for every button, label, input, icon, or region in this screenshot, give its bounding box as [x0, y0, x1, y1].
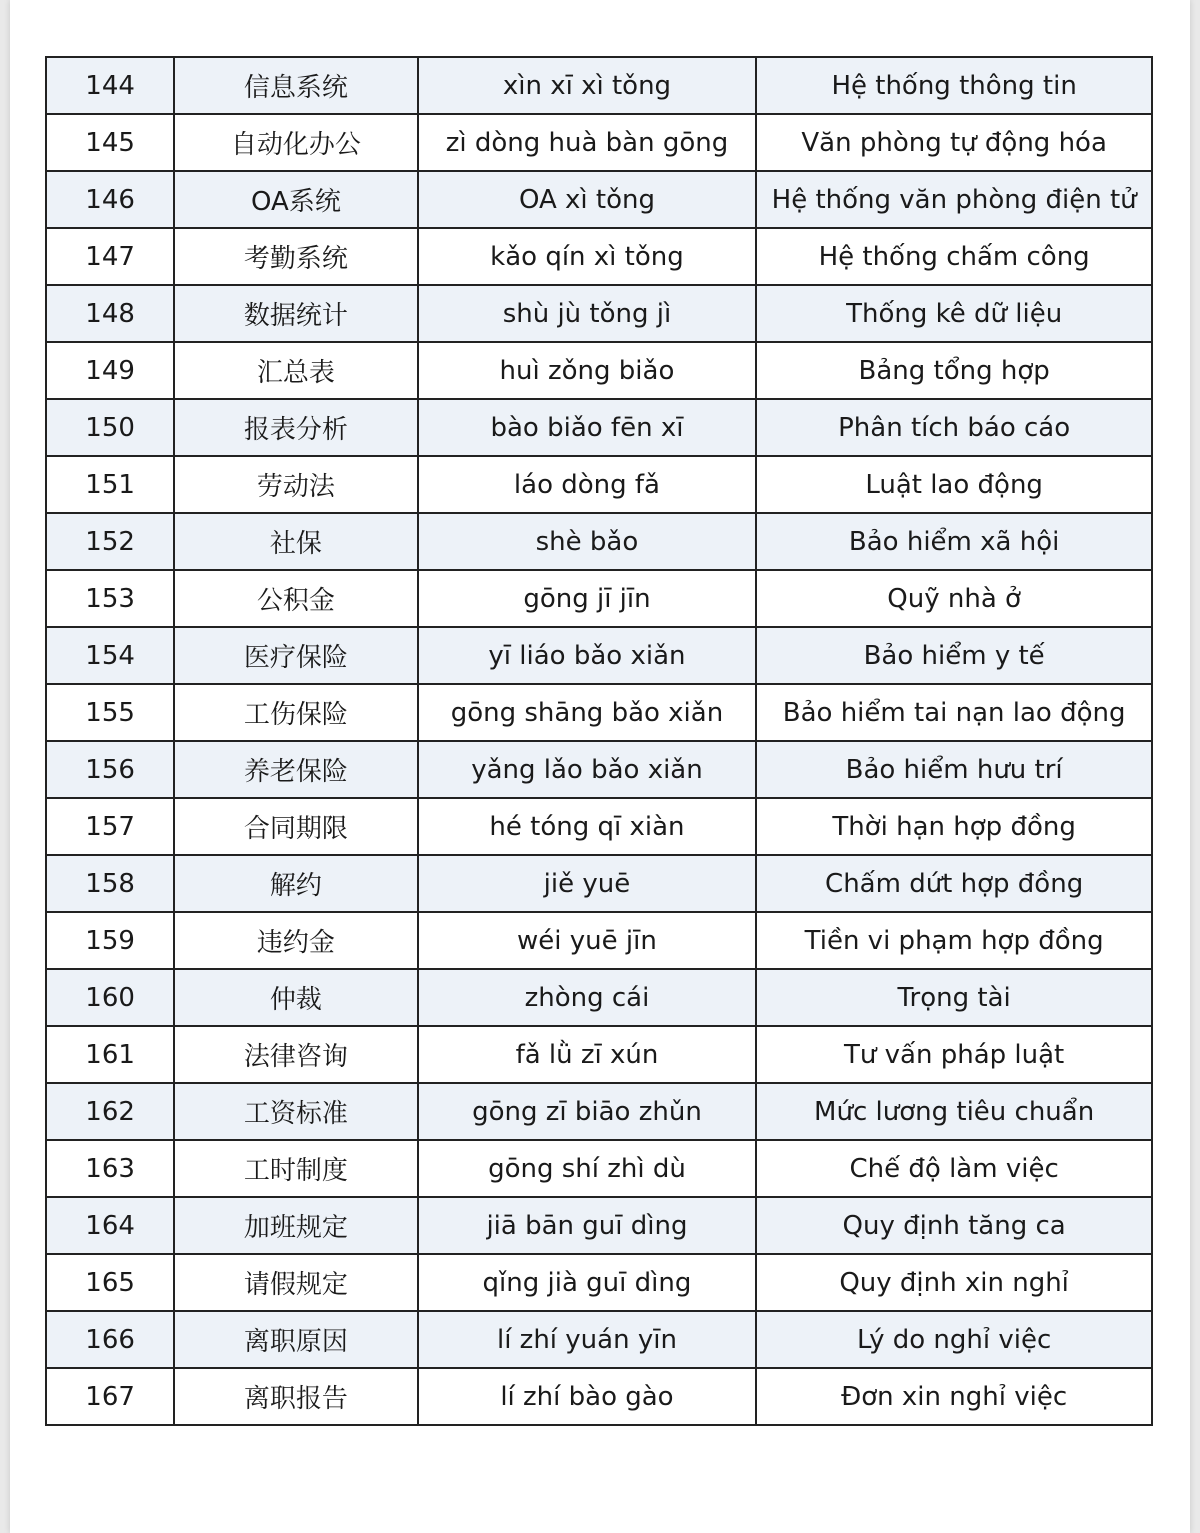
- table-row: [46, 855, 1152, 912]
- entry-number-cell: 163: [46, 1140, 174, 1197]
- entry-number-cell: 164: [46, 1197, 174, 1254]
- vietnamese-meaning-cell: Bảng tổng hợp: [756, 342, 1152, 399]
- chinese-term-cell: 解约: [174, 855, 417, 912]
- table-row: [46, 1368, 1152, 1425]
- table-row: [46, 228, 1152, 285]
- vietnamese-meaning-cell: Văn phòng tự động hóa: [756, 114, 1152, 171]
- vietnamese-meaning-cell: Bảo hiểm tai nạn lao động: [756, 684, 1152, 741]
- vietnamese-meaning-cell: Quy định xin nghỉ: [756, 1254, 1152, 1311]
- vietnamese-meaning-cell: Hệ thống chấm công: [756, 228, 1152, 285]
- vietnamese-meaning-cell: Đơn xin nghỉ việc: [756, 1368, 1152, 1425]
- pinyin-cell: zì dòng huà bàn gōng: [418, 114, 757, 171]
- pinyin-cell: zhòng cái: [418, 969, 757, 1026]
- vietnamese-meaning-cell: Phân tích báo cáo: [756, 399, 1152, 456]
- table-row: [46, 741, 1152, 798]
- chinese-term-cell: 请假规定: [174, 1254, 417, 1311]
- table-row: [46, 342, 1152, 399]
- chinese-term-cell: 医疗保险: [174, 627, 417, 684]
- pinyin-cell: lí zhí bào gào: [418, 1368, 757, 1425]
- table-row: [46, 114, 1152, 171]
- entry-number-cell: 167: [46, 1368, 174, 1425]
- pinyin-cell: huì zǒng biǎo: [418, 342, 757, 399]
- vietnamese-meaning-cell: Tư vấn pháp luật: [756, 1026, 1152, 1083]
- table-row: [46, 285, 1152, 342]
- table-row: [46, 171, 1152, 228]
- table-row: [46, 627, 1152, 684]
- vietnamese-meaning-cell: Luật lao động: [756, 456, 1152, 513]
- table-row: [46, 1197, 1152, 1254]
- table-row: [46, 969, 1152, 1026]
- document-page: [10, 0, 1190, 1533]
- entry-number-cell: 152: [46, 513, 174, 570]
- entry-number-cell: 146: [46, 171, 174, 228]
- table-row: [46, 570, 1152, 627]
- entry-number-cell: 159: [46, 912, 174, 969]
- chinese-term-cell: 公积金: [174, 570, 417, 627]
- table-row: [46, 1311, 1152, 1368]
- vietnamese-meaning-cell: Quy định tăng ca: [756, 1197, 1152, 1254]
- pinyin-cell: jiā bān guī dìng: [418, 1197, 757, 1254]
- pinyin-cell: kǎo qín xì tǒng: [418, 228, 757, 285]
- pinyin-cell: láo dòng fǎ: [418, 456, 757, 513]
- vietnamese-meaning-cell: Thời hạn hợp đồng: [756, 798, 1152, 855]
- chinese-term-cell: 数据统计: [174, 285, 417, 342]
- pinyin-cell: yī liáo bǎo xiǎn: [418, 627, 757, 684]
- table-row: [46, 399, 1152, 456]
- table-row: [46, 57, 1152, 114]
- table-row: [46, 1083, 1152, 1140]
- pinyin-cell: shè bǎo: [418, 513, 757, 570]
- pinyin-cell: gōng zī biāo zhǔn: [418, 1083, 757, 1140]
- chinese-term-cell: 合同期限: [174, 798, 417, 855]
- entry-number-cell: 151: [46, 456, 174, 513]
- entry-number-cell: 153: [46, 570, 174, 627]
- pinyin-cell: xìn xī xì tǒng: [418, 57, 757, 114]
- table-row: [46, 456, 1152, 513]
- entry-number-cell: 149: [46, 342, 174, 399]
- vocabulary-table: [45, 56, 1153, 1426]
- entry-number-cell: 154: [46, 627, 174, 684]
- chinese-term-cell: 离职报告: [174, 1368, 417, 1425]
- pinyin-cell: gōng shāng bǎo xiǎn: [418, 684, 757, 741]
- table-row: [46, 513, 1152, 570]
- chinese-term-cell: 加班规定: [174, 1197, 417, 1254]
- table-row: [46, 1140, 1152, 1197]
- vocabulary-table-body: [46, 57, 1152, 1425]
- entry-number-cell: 166: [46, 1311, 174, 1368]
- vietnamese-meaning-cell: Quỹ nhà ở: [756, 570, 1152, 627]
- pinyin-cell: gōng jī jīn: [418, 570, 757, 627]
- pinyin-cell: gōng shí zhì dù: [418, 1140, 757, 1197]
- chinese-term-cell: 考勤系统: [174, 228, 417, 285]
- table-row: [46, 912, 1152, 969]
- vietnamese-meaning-cell: Bảo hiểm y tế: [756, 627, 1152, 684]
- entry-number-cell: 161: [46, 1026, 174, 1083]
- vietnamese-meaning-cell: Thống kê dữ liệu: [756, 285, 1152, 342]
- vietnamese-meaning-cell: Bảo hiểm xã hội: [756, 513, 1152, 570]
- pinyin-cell: OA xì tǒng: [418, 171, 757, 228]
- table-row: [46, 1254, 1152, 1311]
- vietnamese-meaning-cell: Lý do nghỉ việc: [756, 1311, 1152, 1368]
- entry-number-cell: 148: [46, 285, 174, 342]
- pinyin-cell: qǐng jià guī dìng: [418, 1254, 757, 1311]
- chinese-term-cell: 养老保险: [174, 741, 417, 798]
- chinese-term-cell: 社保: [174, 513, 417, 570]
- chinese-term-cell: 报表分析: [174, 399, 417, 456]
- chinese-term-cell: 仲裁: [174, 969, 417, 1026]
- chinese-term-cell: 法律咨询: [174, 1026, 417, 1083]
- table-row: [46, 798, 1152, 855]
- pinyin-cell: shù jù tǒng jì: [418, 285, 757, 342]
- chinese-term-cell: 自动化办公: [174, 114, 417, 171]
- pinyin-cell: fǎ lǜ zī xún: [418, 1026, 757, 1083]
- entry-number-cell: 160: [46, 969, 174, 1026]
- vietnamese-meaning-cell: Mức lương tiêu chuẩn: [756, 1083, 1152, 1140]
- chinese-term-cell: 信息系统: [174, 57, 417, 114]
- vietnamese-meaning-cell: Hệ thống thông tin: [756, 57, 1152, 114]
- entry-number-cell: 150: [46, 399, 174, 456]
- entry-number-cell: 165: [46, 1254, 174, 1311]
- pinyin-cell: yǎng lǎo bǎo xiǎn: [418, 741, 757, 798]
- table-row: [46, 1026, 1152, 1083]
- entry-number-cell: 157: [46, 798, 174, 855]
- entry-number-cell: 155: [46, 684, 174, 741]
- vietnamese-meaning-cell: Chế độ làm việc: [756, 1140, 1152, 1197]
- chinese-term-cell: 工时制度: [174, 1140, 417, 1197]
- pinyin-cell: wéi yuē jīn: [418, 912, 757, 969]
- entry-number-cell: 144: [46, 57, 174, 114]
- entry-number-cell: 156: [46, 741, 174, 798]
- chinese-term-cell: OA系统: [174, 171, 417, 228]
- vietnamese-meaning-cell: Trọng tài: [756, 969, 1152, 1026]
- vietnamese-meaning-cell: Bảo hiểm hưu trí: [756, 741, 1152, 798]
- chinese-term-cell: 汇总表: [174, 342, 417, 399]
- pinyin-cell: lí zhí yuán yīn: [418, 1311, 757, 1368]
- chinese-term-cell: 工资标准: [174, 1083, 417, 1140]
- pinyin-cell: hé tóng qī xiàn: [418, 798, 757, 855]
- vietnamese-meaning-cell: Chấm dứt hợp đồng: [756, 855, 1152, 912]
- chinese-term-cell: 工伤保险: [174, 684, 417, 741]
- pinyin-cell: bào biǎo fēn xī: [418, 399, 757, 456]
- vietnamese-meaning-cell: Tiền vi phạm hợp đồng: [756, 912, 1152, 969]
- pinyin-cell: jiě yuē: [418, 855, 757, 912]
- entry-number-cell: 147: [46, 228, 174, 285]
- entry-number-cell: 145: [46, 114, 174, 171]
- entry-number-cell: 158: [46, 855, 174, 912]
- entry-number-cell: 162: [46, 1083, 174, 1140]
- chinese-term-cell: 违约金: [174, 912, 417, 969]
- table-row: [46, 684, 1152, 741]
- chinese-term-cell: 离职原因: [174, 1311, 417, 1368]
- vietnamese-meaning-cell: Hệ thống văn phòng điện tử: [756, 171, 1152, 228]
- chinese-term-cell: 劳动法: [174, 456, 417, 513]
